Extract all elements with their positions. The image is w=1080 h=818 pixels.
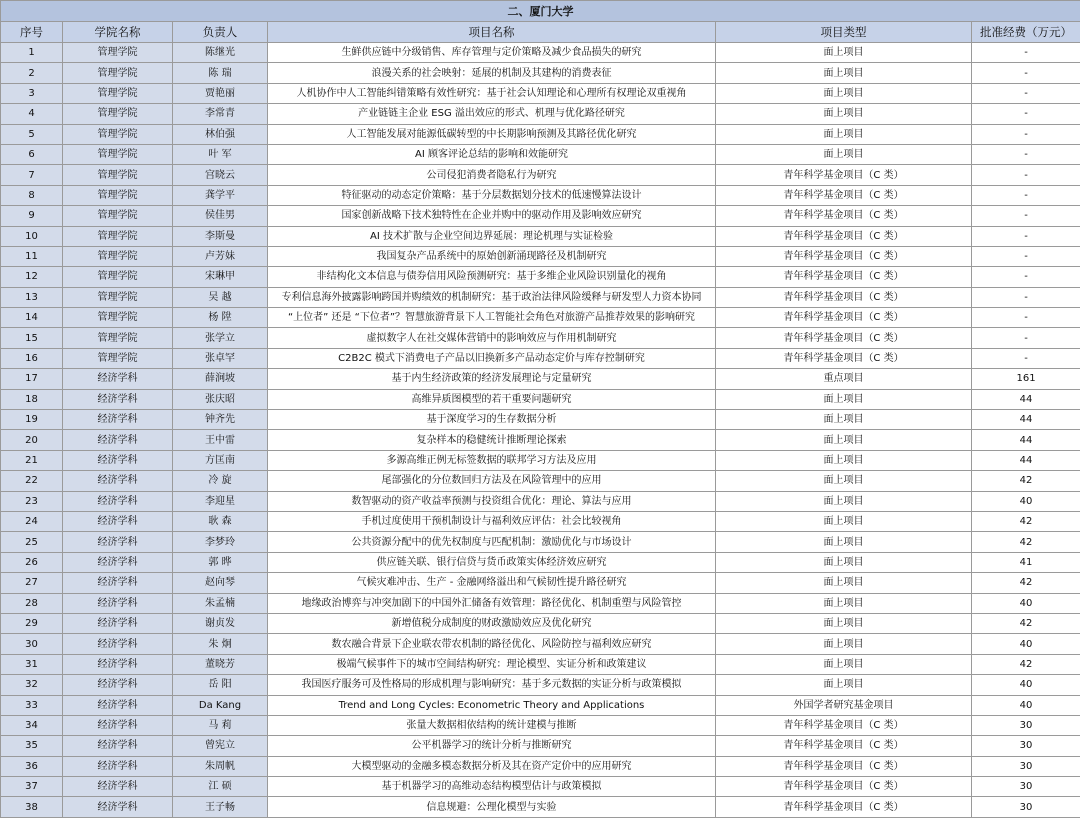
row-index: 19 <box>1 410 63 430</box>
row-funding: - <box>972 83 1080 103</box>
row-school: 经济学科 <box>63 736 173 756</box>
row-index: 20 <box>1 430 63 450</box>
row-school: 经济学科 <box>63 491 173 511</box>
row-project-name: 信息规避：公理化模型与实验 <box>268 797 716 817</box>
row-school: 经济学科 <box>63 573 173 593</box>
row-project-type: 面上项目 <box>716 450 972 470</box>
header-school: 学院名称 <box>63 22 173 43</box>
row-project-name: 特征驱动的动态定价策略：基于分层数据划分技术的低速慢算法设计 <box>268 185 716 205</box>
table-row <box>1 511 1080 531</box>
row-index: 11 <box>1 246 63 266</box>
row-school: 经济学科 <box>63 552 173 572</box>
row-project-name: 基于机器学习的高维动态结构模型估计与政策模拟 <box>268 777 716 797</box>
row-index: 1 <box>1 43 63 63</box>
row-leader: 林伯强 <box>173 124 268 144</box>
row-funding: - <box>972 144 1080 164</box>
table-title: 二、厦门大学 <box>1 1 1080 22</box>
row-leader: Da Kang <box>173 695 268 715</box>
row-project-type: 青年科学基金项目（C 类） <box>716 185 972 205</box>
table-row <box>1 777 1080 797</box>
row-funding: 40 <box>972 491 1080 511</box>
row-school: 经济学科 <box>63 511 173 531</box>
row-index: 28 <box>1 593 63 613</box>
row-leader: 薛涧坡 <box>173 369 268 389</box>
row-project-name: 张量大数据相依结构的统计建模与推断 <box>268 715 716 735</box>
row-school: 管理学院 <box>63 287 173 307</box>
table-row <box>1 287 1080 307</box>
row-project-type: 青年科学基金项目（C 类） <box>716 308 972 328</box>
table-row <box>1 267 1080 287</box>
row-index: 25 <box>1 532 63 552</box>
row-leader: 岳 阳 <box>173 675 268 695</box>
row-project-type: 面上项目 <box>716 634 972 654</box>
row-funding: - <box>972 308 1080 328</box>
row-index: 26 <box>1 552 63 572</box>
row-leader: 李迎星 <box>173 491 268 511</box>
row-project-type: 面上项目 <box>716 410 972 430</box>
row-school: 经济学科 <box>63 450 173 470</box>
row-funding: - <box>972 287 1080 307</box>
table-header-row <box>1 22 1080 43</box>
row-school: 管理学院 <box>63 206 173 226</box>
row-leader: 王中雷 <box>173 430 268 450</box>
row-index: 21 <box>1 450 63 470</box>
row-leader: 张学立 <box>173 328 268 348</box>
row-funding: - <box>972 104 1080 124</box>
row-project-name: 大模型驱动的金融多模态数据分析及其在资产定价中的应用研究 <box>268 756 716 776</box>
row-index: 16 <box>1 348 63 368</box>
row-index: 17 <box>1 369 63 389</box>
row-project-name: 公共资源分配中的优先权制度与匹配机制：激励优化与市场设计 <box>268 532 716 552</box>
table-row <box>1 308 1080 328</box>
row-project-name: 地缘政治博弈与冲突加剧下的中国外汇储备有效管理：路径优化、机制重塑与风险管控 <box>268 593 716 613</box>
row-leader: 朱 炯 <box>173 634 268 654</box>
row-school: 经济学科 <box>63 389 173 409</box>
row-project-name: 产业链链主企业 ESG 溢出效应的形式、机理与优化路径研究 <box>268 104 716 124</box>
row-leader: 董晓芳 <box>173 654 268 674</box>
row-funding: 42 <box>972 573 1080 593</box>
row-index: 29 <box>1 613 63 633</box>
row-funding: - <box>972 328 1080 348</box>
row-school: 经济学科 <box>63 593 173 613</box>
row-funding: 40 <box>972 675 1080 695</box>
row-leader: 杨 陞 <box>173 308 268 328</box>
row-school: 管理学院 <box>63 165 173 185</box>
row-leader: 王子畅 <box>173 797 268 817</box>
row-school: 管理学院 <box>63 104 173 124</box>
row-project-type: 青年科学基金项目（C 类） <box>716 287 972 307</box>
table-row <box>1 654 1080 674</box>
row-funding: 30 <box>972 715 1080 735</box>
row-project-name: 气候灾难冲击、生产 - 金融网络溢出和气候韧性提升路径研究 <box>268 573 716 593</box>
table-row <box>1 410 1080 430</box>
row-project-type: 青年科学基金项目（C 类） <box>716 226 972 246</box>
row-project-type: 面上项目 <box>716 471 972 491</box>
row-school: 管理学院 <box>63 348 173 368</box>
row-index: 34 <box>1 715 63 735</box>
row-project-type: 面上项目 <box>716 491 972 511</box>
table-row <box>1 63 1080 83</box>
row-school: 经济学科 <box>63 797 173 817</box>
row-leader: 赵向琴 <box>173 573 268 593</box>
row-school: 经济学科 <box>63 634 173 654</box>
row-leader: 李常青 <box>173 104 268 124</box>
row-index: 9 <box>1 206 63 226</box>
row-funding: - <box>972 63 1080 83</box>
row-project-name: 多源高维正例无标签数据的联邦学习方法及应用 <box>268 450 716 470</box>
row-school: 经济学科 <box>63 695 173 715</box>
row-project-type: 青年科学基金项目（C 类） <box>716 328 972 348</box>
row-project-type: 青年科学基金项目（C 类） <box>716 267 972 287</box>
row-funding: - <box>972 124 1080 144</box>
table-row <box>1 83 1080 103</box>
row-project-name: AI 技术扩散与企业空间边界延展：理论机理与实证检验 <box>268 226 716 246</box>
row-funding: 40 <box>972 634 1080 654</box>
row-project-type: 面上项目 <box>716 532 972 552</box>
row-project-name: 我国医疗服务可及性格局的形成机理与影响研究：基于多元数据的实证分析与政策模拟 <box>268 675 716 695</box>
header-project-name: 项目名称 <box>268 22 716 43</box>
row-index: 31 <box>1 654 63 674</box>
row-leader: 郭 晔 <box>173 552 268 572</box>
row-funding: 44 <box>972 389 1080 409</box>
row-project-name: 基于深度学习的生存数据分析 <box>268 410 716 430</box>
row-school: 经济学科 <box>63 613 173 633</box>
table-row <box>1 573 1080 593</box>
row-school: 管理学院 <box>63 246 173 266</box>
row-leader: 张卓罕 <box>173 348 268 368</box>
table-row <box>1 389 1080 409</box>
row-index: 3 <box>1 83 63 103</box>
row-project-type: 面上项目 <box>716 552 972 572</box>
row-leader: 马 莉 <box>173 715 268 735</box>
row-school: 管理学院 <box>63 144 173 164</box>
row-leader: 卢芳妹 <box>173 246 268 266</box>
table-row <box>1 43 1080 63</box>
table-title-row <box>1 1 1080 22</box>
row-project-type: 面上项目 <box>716 511 972 531</box>
row-project-name: 国家创新战略下技术独特性在企业并购中的驱动作用及影响效应研究 <box>268 206 716 226</box>
row-project-type: 面上项目 <box>716 675 972 695</box>
row-leader: 叶 军 <box>173 144 268 164</box>
row-index: 10 <box>1 226 63 246</box>
row-project-name: Trend and Long Cycles: Econometric Theory and Applications <box>268 695 716 715</box>
row-project-type: 面上项目 <box>716 593 972 613</box>
row-school: 管理学院 <box>63 185 173 205</box>
row-project-name: 人机协作中人工智能纠错策略有效性研究：基于社会认知理论和心理所有权理论双重视角 <box>268 83 716 103</box>
row-project-type: 面上项目 <box>716 573 972 593</box>
row-project-name: 基于内生经济政策的经济发展理论与定量研究 <box>268 369 716 389</box>
row-project-name: 专利信息海外披露影响跨国并购绩效的机制研究：基于政治法律风险缓释与研发型人力资本协同 <box>268 287 716 307</box>
row-funding: 42 <box>972 511 1080 531</box>
row-project-name: 公平机器学习的统计分析与推断研究 <box>268 736 716 756</box>
row-funding: - <box>972 267 1080 287</box>
row-school: 管理学院 <box>63 308 173 328</box>
row-leader: 耿 森 <box>173 511 268 531</box>
row-school: 经济学科 <box>63 777 173 797</box>
row-school: 经济学科 <box>63 471 173 491</box>
row-leader: 曾宪立 <box>173 736 268 756</box>
row-index: 38 <box>1 797 63 817</box>
row-project-type: 青年科学基金项目（C 类） <box>716 348 972 368</box>
row-funding: 30 <box>972 797 1080 817</box>
row-leader: 江 硕 <box>173 777 268 797</box>
row-index: 12 <box>1 267 63 287</box>
row-index: 2 <box>1 63 63 83</box>
row-leader: 钟齐先 <box>173 410 268 430</box>
row-project-name: 手机过度使用干预机制设计与福利效应评估：社会比较视角 <box>268 511 716 531</box>
row-project-name: 我国复杂产品系统中的原始创新涌现路径及机制研究 <box>268 246 716 266</box>
row-project-type: 重点项目 <box>716 369 972 389</box>
row-school: 经济学科 <box>63 369 173 389</box>
row-school: 经济学科 <box>63 410 173 430</box>
table-row <box>1 430 1080 450</box>
table-row <box>1 185 1080 205</box>
row-funding: 44 <box>972 410 1080 430</box>
table-row <box>1 104 1080 124</box>
row-project-type: 青年科学基金项目（C 类） <box>716 246 972 266</box>
row-project-type: 面上项目 <box>716 430 972 450</box>
row-index: 36 <box>1 756 63 776</box>
row-school: 管理学院 <box>63 328 173 348</box>
row-index: 18 <box>1 389 63 409</box>
table-row <box>1 165 1080 185</box>
row-funding: 42 <box>972 613 1080 633</box>
row-index: 4 <box>1 104 63 124</box>
row-project-type: 青年科学基金项目（C 类） <box>716 736 972 756</box>
row-funding: 40 <box>972 695 1080 715</box>
row-school: 经济学科 <box>63 532 173 552</box>
table-row <box>1 736 1080 756</box>
row-project-name: 虚拟数字人在社交媒体营销中的影响效应与作用机制研究 <box>268 328 716 348</box>
row-school: 经济学科 <box>63 715 173 735</box>
row-project-name: C2B2C 模式下消费电子产品以旧换新多产品动态定价与库存控制研究 <box>268 348 716 368</box>
row-project-type: 面上项目 <box>716 124 972 144</box>
row-school: 管理学院 <box>63 83 173 103</box>
row-funding: - <box>972 206 1080 226</box>
row-index: 6 <box>1 144 63 164</box>
row-school: 管理学院 <box>63 43 173 63</box>
row-funding: 42 <box>972 654 1080 674</box>
row-school: 经济学科 <box>63 675 173 695</box>
row-funding: - <box>972 246 1080 266</box>
row-school: 经济学科 <box>63 654 173 674</box>
header-funding: 批准经费（万元） <box>972 22 1080 43</box>
row-leader: 李梦玲 <box>173 532 268 552</box>
table-row <box>1 797 1080 817</box>
row-funding: 30 <box>972 777 1080 797</box>
row-project-name: “上位者” 还是 “下位者”？智慧旅游背景下人工智能社会角色对旅游产品推荐效果的影响研究 <box>268 308 716 328</box>
row-project-name: 高维异质图模型的若干重要问题研究 <box>268 389 716 409</box>
table-row <box>1 369 1080 389</box>
table-row <box>1 675 1080 695</box>
row-project-type: 面上项目 <box>716 654 972 674</box>
row-funding: 161 <box>972 369 1080 389</box>
table-row <box>1 226 1080 246</box>
row-project-name: 数农融合背景下企业联农带农机制的路径优化、风险防控与福利效应研究 <box>268 634 716 654</box>
row-project-name: 复杂样本的稳健统计推断理论探索 <box>268 430 716 450</box>
row-index: 15 <box>1 328 63 348</box>
row-funding: 44 <box>972 450 1080 470</box>
row-leader: 侯佳男 <box>173 206 268 226</box>
row-project-name: 非结构化文本信息与债券信用风险预测研究：基于多维企业风险识别量化的视角 <box>268 267 716 287</box>
row-funding: 44 <box>972 430 1080 450</box>
row-index: 37 <box>1 777 63 797</box>
row-project-name: 尾部强化的分位数回归方法及在风险管理中的应用 <box>268 471 716 491</box>
row-leader: 朱周帆 <box>173 756 268 776</box>
row-index: 13 <box>1 287 63 307</box>
table-row <box>1 715 1080 735</box>
row-funding: 40 <box>972 593 1080 613</box>
row-index: 33 <box>1 695 63 715</box>
row-funding: - <box>972 348 1080 368</box>
row-project-type: 青年科学基金项目（C 类） <box>716 756 972 776</box>
row-project-type: 面上项目 <box>716 43 972 63</box>
row-index: 24 <box>1 511 63 531</box>
row-project-name: 浪漫关系的社会映射：延展的机制及其建构的消费表征 <box>268 63 716 83</box>
row-leader: 冷 旋 <box>173 471 268 491</box>
table-row <box>1 450 1080 470</box>
row-project-name: 公司侵犯消费者隐私行为研究 <box>268 165 716 185</box>
row-index: 22 <box>1 471 63 491</box>
row-project-name: 生鲜供应链中分级销售、库存管理与定价策略及减少食品损失的研究 <box>268 43 716 63</box>
row-school: 经济学科 <box>63 430 173 450</box>
row-project-type: 面上项目 <box>716 144 972 164</box>
row-project-type: 面上项目 <box>716 613 972 633</box>
row-project-name: 极端气候事件下的城市空间结构研究：理论模型、实证分析和政策建议 <box>268 654 716 674</box>
row-leader: 方匡南 <box>173 450 268 470</box>
row-funding: 41 <box>972 552 1080 572</box>
row-project-type: 青年科学基金项目（C 类） <box>716 715 972 735</box>
row-school: 管理学院 <box>63 267 173 287</box>
table-row <box>1 532 1080 552</box>
row-funding: - <box>972 226 1080 246</box>
table-row <box>1 144 1080 164</box>
row-project-name: 供应链关联、银行信贷与货币政策实体经济效应研究 <box>268 552 716 572</box>
table-row <box>1 206 1080 226</box>
table-row <box>1 552 1080 572</box>
row-index: 23 <box>1 491 63 511</box>
row-index: 32 <box>1 675 63 695</box>
row-leader: 谢贞发 <box>173 613 268 633</box>
table-row <box>1 348 1080 368</box>
table-row <box>1 491 1080 511</box>
row-leader: 龚学平 <box>173 185 268 205</box>
row-funding: 42 <box>972 532 1080 552</box>
row-funding: - <box>972 43 1080 63</box>
row-index: 27 <box>1 573 63 593</box>
row-funding: - <box>972 185 1080 205</box>
row-project-type: 面上项目 <box>716 104 972 124</box>
row-leader: 宋琳甲 <box>173 267 268 287</box>
table-row <box>1 246 1080 266</box>
row-project-type: 青年科学基金项目（C 类） <box>716 777 972 797</box>
table-row <box>1 471 1080 491</box>
row-project-type: 外国学者研究基金项目 <box>716 695 972 715</box>
row-leader: 陈继光 <box>173 43 268 63</box>
row-leader: 李斯曼 <box>173 226 268 246</box>
row-school: 经济学科 <box>63 756 173 776</box>
row-funding: - <box>972 165 1080 185</box>
row-leader: 宫晓云 <box>173 165 268 185</box>
row-school: 管理学院 <box>63 124 173 144</box>
header-leader: 负责人 <box>173 22 268 43</box>
row-project-type: 面上项目 <box>716 63 972 83</box>
header-index: 序号 <box>1 22 63 43</box>
row-leader: 吴 越 <box>173 287 268 307</box>
row-funding: 42 <box>972 471 1080 491</box>
row-funding: 30 <box>972 736 1080 756</box>
row-project-type: 面上项目 <box>716 389 972 409</box>
row-leader: 陈 瑞 <box>173 63 268 83</box>
row-project-type: 青年科学基金项目（C 类） <box>716 797 972 817</box>
row-school: 管理学院 <box>63 63 173 83</box>
row-project-name: 人工智能发展对能源低碳转型的中长期影响预测及其路径优化研究 <box>268 124 716 144</box>
row-leader: 贾艳丽 <box>173 83 268 103</box>
row-index: 8 <box>1 185 63 205</box>
row-project-type: 面上项目 <box>716 83 972 103</box>
row-index: 7 <box>1 165 63 185</box>
header-project-type: 项目类型 <box>716 22 972 43</box>
row-school: 管理学院 <box>63 226 173 246</box>
row-index: 5 <box>1 124 63 144</box>
table-row <box>1 756 1080 776</box>
row-project-type: 青年科学基金项目（C 类） <box>716 165 972 185</box>
table-row <box>1 613 1080 633</box>
table-row <box>1 593 1080 613</box>
row-project-name: AI 顾客评论总结的影响和效能研究 <box>268 144 716 164</box>
table-row <box>1 124 1080 144</box>
row-leader: 张庆昭 <box>173 389 268 409</box>
row-index: 35 <box>1 736 63 756</box>
row-funding: 30 <box>972 756 1080 776</box>
table-row <box>1 695 1080 715</box>
row-index: 14 <box>1 308 63 328</box>
row-index: 30 <box>1 634 63 654</box>
row-project-name: 新增值税分成制度的财政激励效应及优化研究 <box>268 613 716 633</box>
row-project-type: 青年科学基金项目（C 类） <box>716 206 972 226</box>
row-leader: 朱孟楠 <box>173 593 268 613</box>
table-row <box>1 328 1080 348</box>
row-project-name: 数智驱动的资产收益率预测与投资组合优化：理论、算法与应用 <box>268 491 716 511</box>
table-row <box>1 634 1080 654</box>
